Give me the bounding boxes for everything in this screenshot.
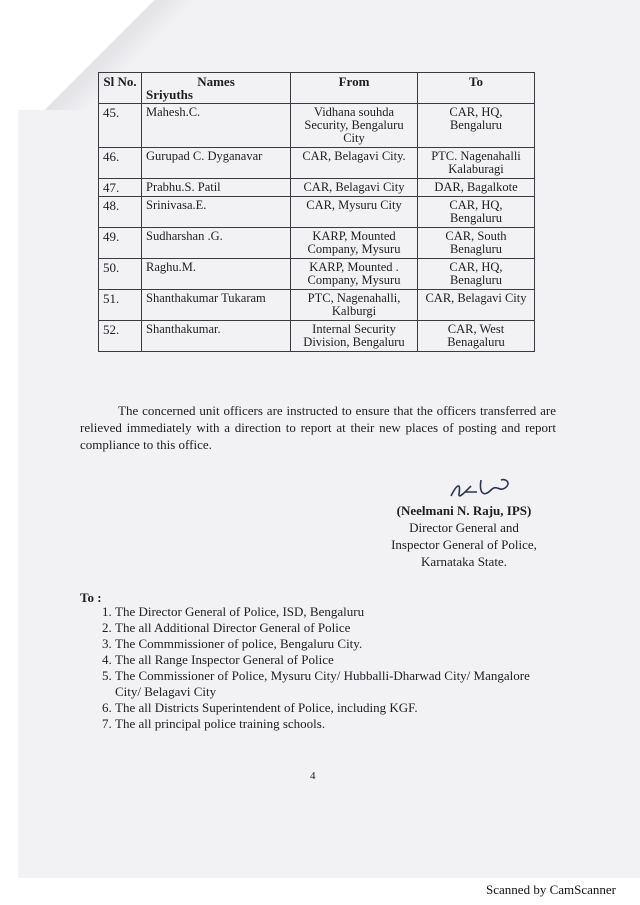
header-sl: Sl No. — [99, 73, 142, 104]
signature-block — [380, 502, 548, 570]
cell-name: Shanthakumar. — [142, 321, 291, 352]
header-from: From — [291, 73, 418, 104]
cell-name: Sudharshan .G. — [142, 228, 291, 259]
cell-to: CAR, Belagavi City — [418, 290, 535, 321]
table-row — [99, 290, 535, 321]
table-header-row — [99, 73, 535, 104]
cell-name: Srinivasa.E. — [142, 197, 291, 228]
cell-from: Vidhana souhda Security, Bengaluru City — [291, 104, 418, 148]
signatory-title-3: Karnataka State. — [421, 554, 507, 569]
list-item: 4. The all Range Inspector General of Police — [115, 652, 555, 668]
list-item: 2. The all Additional Director General of Police — [115, 620, 555, 636]
cell-sl: 50. — [99, 259, 142, 290]
cell-name: Raghu.M. — [142, 259, 291, 290]
cell-sl: 46. — [99, 148, 142, 179]
cell-sl: 49. — [99, 228, 142, 259]
table-row — [99, 104, 535, 148]
list-item: 1. The Director General of Police, ISD, Bengaluru — [115, 604, 555, 620]
signatory-title-1: Director General and — [409, 520, 519, 535]
cell-from: CAR, Belagavi City. — [291, 148, 418, 179]
cell-from: Internal Security Division, Bengaluru — [291, 321, 418, 352]
list-item: 6. The all Districts Superintendent of Police, including KGF. — [115, 700, 555, 716]
cell-to: DAR, Bagalkote — [418, 179, 535, 197]
header-names-top: Names — [197, 74, 235, 89]
table-row — [99, 148, 535, 179]
handwritten-signature — [447, 470, 517, 504]
table-row — [99, 228, 535, 259]
instruction-paragraph: The concerned unit officers are instructed to ensure that the officers transferred are relieved immediately with a direction to report at their new places of posting and report compliance to this office. — [80, 403, 556, 452]
to-label: To : — [80, 590, 102, 605]
list-item: 3. The Commmissioner of police, Bengaluru City. — [115, 636, 555, 652]
header-to: To — [418, 73, 535, 104]
cell-to: CAR, South Benagluru — [418, 228, 535, 259]
table-row — [99, 179, 535, 197]
cell-sl: 48. — [99, 197, 142, 228]
header-names-bottom: Sriyuths — [146, 87, 193, 102]
cell-to: PTC. Nagenahalli Kalaburagi — [418, 148, 535, 179]
scanner-watermark: Scanned by CamScanner — [486, 882, 616, 897]
table-row — [99, 197, 535, 228]
signatory-title-2: Inspector General of Police, — [391, 537, 537, 552]
cell-from: KARP, Mounted . Company, Mysuru — [291, 259, 418, 290]
list-item: 5. The Commissioner of Police, Mysuru City/ Hubballi-Dharwad City/ Mangalore City/ Belagavi City — [115, 668, 555, 700]
table-row — [99, 259, 535, 290]
list-item: 7. The all principal police training schools. — [115, 716, 555, 732]
cell-to: CAR, HQ, Benagluru — [418, 259, 535, 290]
cell-sl: 45. — [99, 104, 142, 148]
cell-from: CAR, Belagavi City — [291, 179, 418, 197]
cell-sl: 51. — [99, 290, 142, 321]
cell-from: PTC, Nagenahalli, Kalburgi — [291, 290, 418, 321]
cell-from: CAR, Mysuru City — [291, 197, 418, 228]
table-row — [99, 321, 535, 352]
header-names — [142, 73, 291, 104]
cell-sl: 52. — [99, 321, 142, 352]
cell-to: CAR, West Benagaluru — [418, 321, 535, 352]
cell-name: Shanthakumar Tukaram — [142, 290, 291, 321]
page-number: 4 — [310, 770, 316, 782]
cell-sl: 47. — [99, 179, 142, 197]
cell-to: CAR, HQ, Bengaluru — [418, 197, 535, 228]
cell-name: Mahesh.C. — [142, 104, 291, 148]
cell-name: Prabhu.S. Patil — [142, 179, 291, 197]
cell-from: KARP, Mounted Company, Mysuru — [291, 228, 418, 259]
signatory-name: (Neelmani N. Raju, IPS) — [396, 503, 532, 518]
cell-name: Gurupad C. Dyganavar — [142, 148, 291, 179]
cell-to: CAR, HQ, Bengaluru — [418, 104, 535, 148]
recipients-list — [98, 604, 555, 732]
transfer-table — [98, 72, 535, 352]
